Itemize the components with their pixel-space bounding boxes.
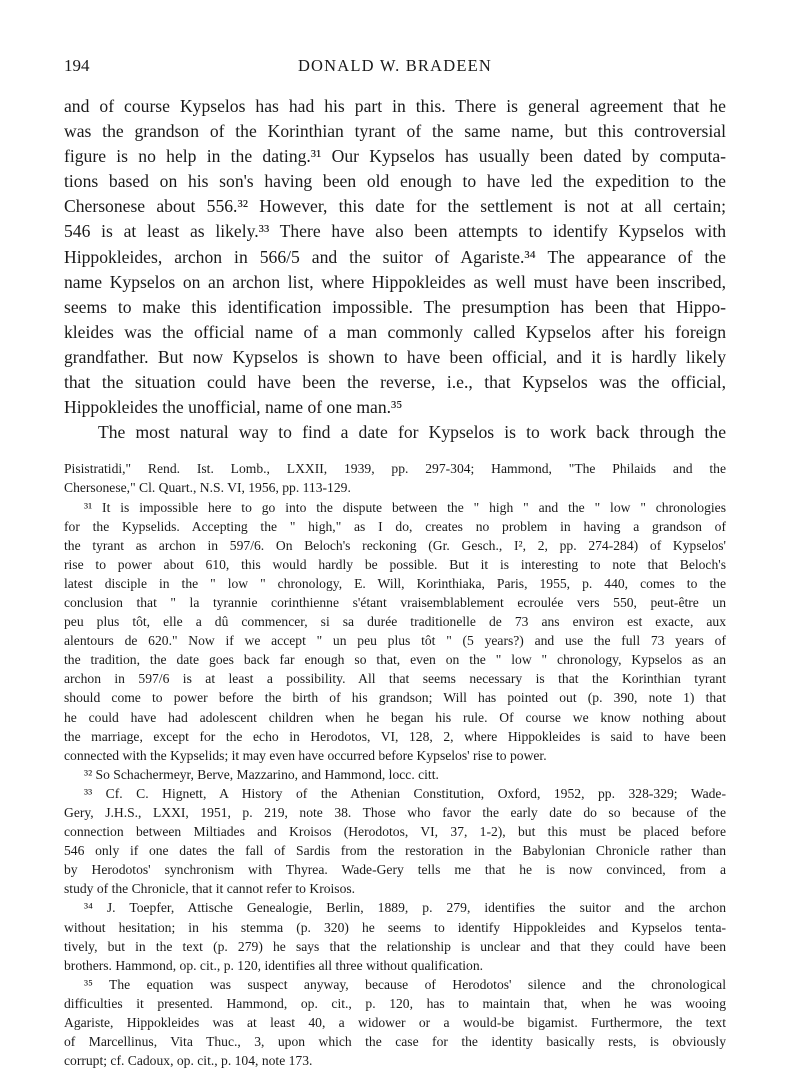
text-line: corrupt; cf. Cadoux, op. cit., p. 104, note 173.: [64, 1053, 313, 1069]
text-line: The most natural way to find a date for Kypselos is to work back through the: [98, 422, 726, 443]
text-line: ³¹ It is impossible here to go into the dispute between the " high " and the " low " chronologies: [84, 499, 726, 515]
text-line: rise to power about 610, this would hardly be possible. But it is interesting to note that Beloch's: [64, 556, 726, 572]
text-line: was the grandson of the Korinthian tyrant of the same name, but this controversial: [64, 121, 726, 142]
text-line: figure is no help in the dating.³¹ Our Kypselos has usually been dated by computa-: [64, 146, 726, 167]
text-line: Pisistratidi," Rend. Ist. Lomb., LXXII, 1939, pp. 297-304; Hammond, "The Philaids and the: [64, 461, 726, 477]
text-line: peu plus tôt, elle a dû commencer, si sa durée traditionelle de 73 ans environ est exacte, aux: [64, 614, 726, 630]
text-line: without hesitation; in his stemma (p. 320) he seems to identify Hippokleides and Kypselos tenta-: [64, 919, 726, 935]
text-line: the marriage, except for the echo in Herodotos, VI, 128, 2, where Hippokleides is said to have been: [64, 728, 726, 744]
text-line: tively, but in the text (p. 279) he says that the relationship is unclear and that they could have been: [64, 938, 726, 954]
text-line: by Herodotos' synchronism with Thyrea. Wade-Gery tells me that he is now convinced, from a: [64, 862, 726, 878]
text-line: alentours de 620." Now if we accept " un peu plus tôt " (5 years?) and use the full 73 years of: [64, 633, 726, 649]
text-line: of Marcellinus, Vita Thuc., 3, upon which the case for the identity basically rests, is obviously: [64, 1034, 726, 1050]
text-line: connected with the Kypselids; it may even have occurred before Kypselos' rise to power.: [64, 747, 547, 763]
text-line: the tradition, the date goes back far enough so that, even on the " low " chronology, Kypselos as an: [64, 652, 726, 668]
text-line: ³⁴ J. Toepfer, Attische Genealogie, Berlin, 1889, p. 279, identifies the suitor and the archon: [84, 900, 726, 916]
text-line: that the situation could have been the reverse, i.e., that Kypselos was the official,: [64, 372, 726, 393]
text-line: latest disciple in the " low " chronology, E. Will, Korinthiaka, Paris, 1955, p. 440, comes to the: [64, 575, 726, 591]
text-line: ³⁵ The equation was suspect anyway, because of Herodotos' silence and the chronological: [84, 976, 726, 992]
main-text: [64, 94, 726, 445]
text-line: Agariste, Hippokleides was at least 40, a widower or a would-be bigamist. Furthermore, the text: [64, 1015, 726, 1031]
text-line: Hippokleides the unofficial, name of one man.³⁵: [64, 397, 403, 418]
text-line: kleides was the official name of a man commonly called Kypselos after his foreign: [64, 321, 726, 342]
footnote-35: [64, 975, 726, 1070]
text-line: 546 is at least as likely.³³ There have also been attempts to identify Kypselos with: [64, 221, 726, 242]
text-line: connection between Miltiades and Kroisos (Herodotos, VI, 37, 1-2), but this must be placed before: [64, 824, 726, 840]
text-line: Hippokleides, archon in 566/5 and the suitor of Agariste.³⁴ The appearance of the: [64, 246, 726, 267]
text-line: and of course Kypselos has had his part in this. There is general agreement that he: [64, 96, 726, 116]
text-line: for the Kypselids. Accepting the " high," as I do, creates no problem in having a grandson of: [64, 518, 726, 534]
page-number: 194: [64, 56, 90, 75]
running-header: [64, 56, 726, 80]
text-line: 546 only if one dates the fall of Sardis from the restoration in the Babylonian Chronicle rather than: [64, 843, 726, 859]
text-line: Gery, J.H.S., LXXI, 1951, p. 219, note 38. Those who favor the early date do so because of the: [64, 805, 726, 820]
text-line: brothers. Hammond, op. cit., p. 120, identifies all three without qualification.: [64, 957, 484, 973]
text-line: ³² So Schachermeyr, Berve, Mazzarino, and Hammond, locc. citt.: [84, 766, 439, 782]
text-line: Chersonese about 556.³² However, this date for the settlement is not at all certain;: [64, 196, 726, 217]
text-line: tions based on his son's having been old enough to have led the expedition to the: [64, 171, 726, 192]
paragraph-2: [64, 420, 726, 445]
footnote-34: [64, 898, 726, 974]
footnote-continuation: [64, 459, 726, 497]
text-line: difficulties it presented. Hammond, op. cit., p. 120, has to maintain that, when he was wooing: [64, 995, 726, 1011]
text-line: should come to power before the birth of his grandson; Will has pointed out (p. 390, note 1) that: [64, 690, 726, 706]
text-line: grandfather. But now Kypselos is shown to have been official, and it is hardly likely: [64, 346, 726, 367]
text-line: archon in 597/6 is at least a possibility. All that seems necessary is that the Korinthian tyrant: [64, 671, 726, 687]
text-line: Chersonese," Cl. Quart., N.S. VI, 1956, pp. 113-129.: [64, 480, 351, 496]
text-line: the tyrant as archon in 597/6. On Beloch's reckoning (Gr. Gesch., I², 2, pp. 274-284) of Kypselos': [64, 537, 726, 553]
text-line: seems to make this identification impossible. The presumption has been that Hippo-: [64, 296, 726, 317]
footnotes: [64, 459, 726, 1070]
footnote-33: [64, 784, 726, 899]
footnote-32: [64, 765, 726, 784]
text-line: study of the Chronicle, that it cannot refer to Kroisos.: [64, 881, 356, 897]
text-line: conclusion that " la tyrannie corinthienne s'étant vraisemblablement ecroulée vers 550, peut-être un: [64, 594, 726, 610]
paragraph-1: [64, 94, 726, 420]
text-line: name Kypselos on an archon list, where Hippokleides as well must have been inscribed,: [64, 271, 726, 292]
text-line: he could have had adolescent children when he began his rule. Of course we know nothing about: [64, 709, 726, 725]
page: [64, 56, 726, 1070]
footnote-31: [64, 498, 726, 765]
running-head-author: DONALD W. BRADEEN: [297, 56, 493, 75]
text-line: ³³ Cf. C. Hignett, A History of the Athenian Constitution, Oxford, 1952, pp. 328-329; Wade-: [84, 785, 726, 801]
